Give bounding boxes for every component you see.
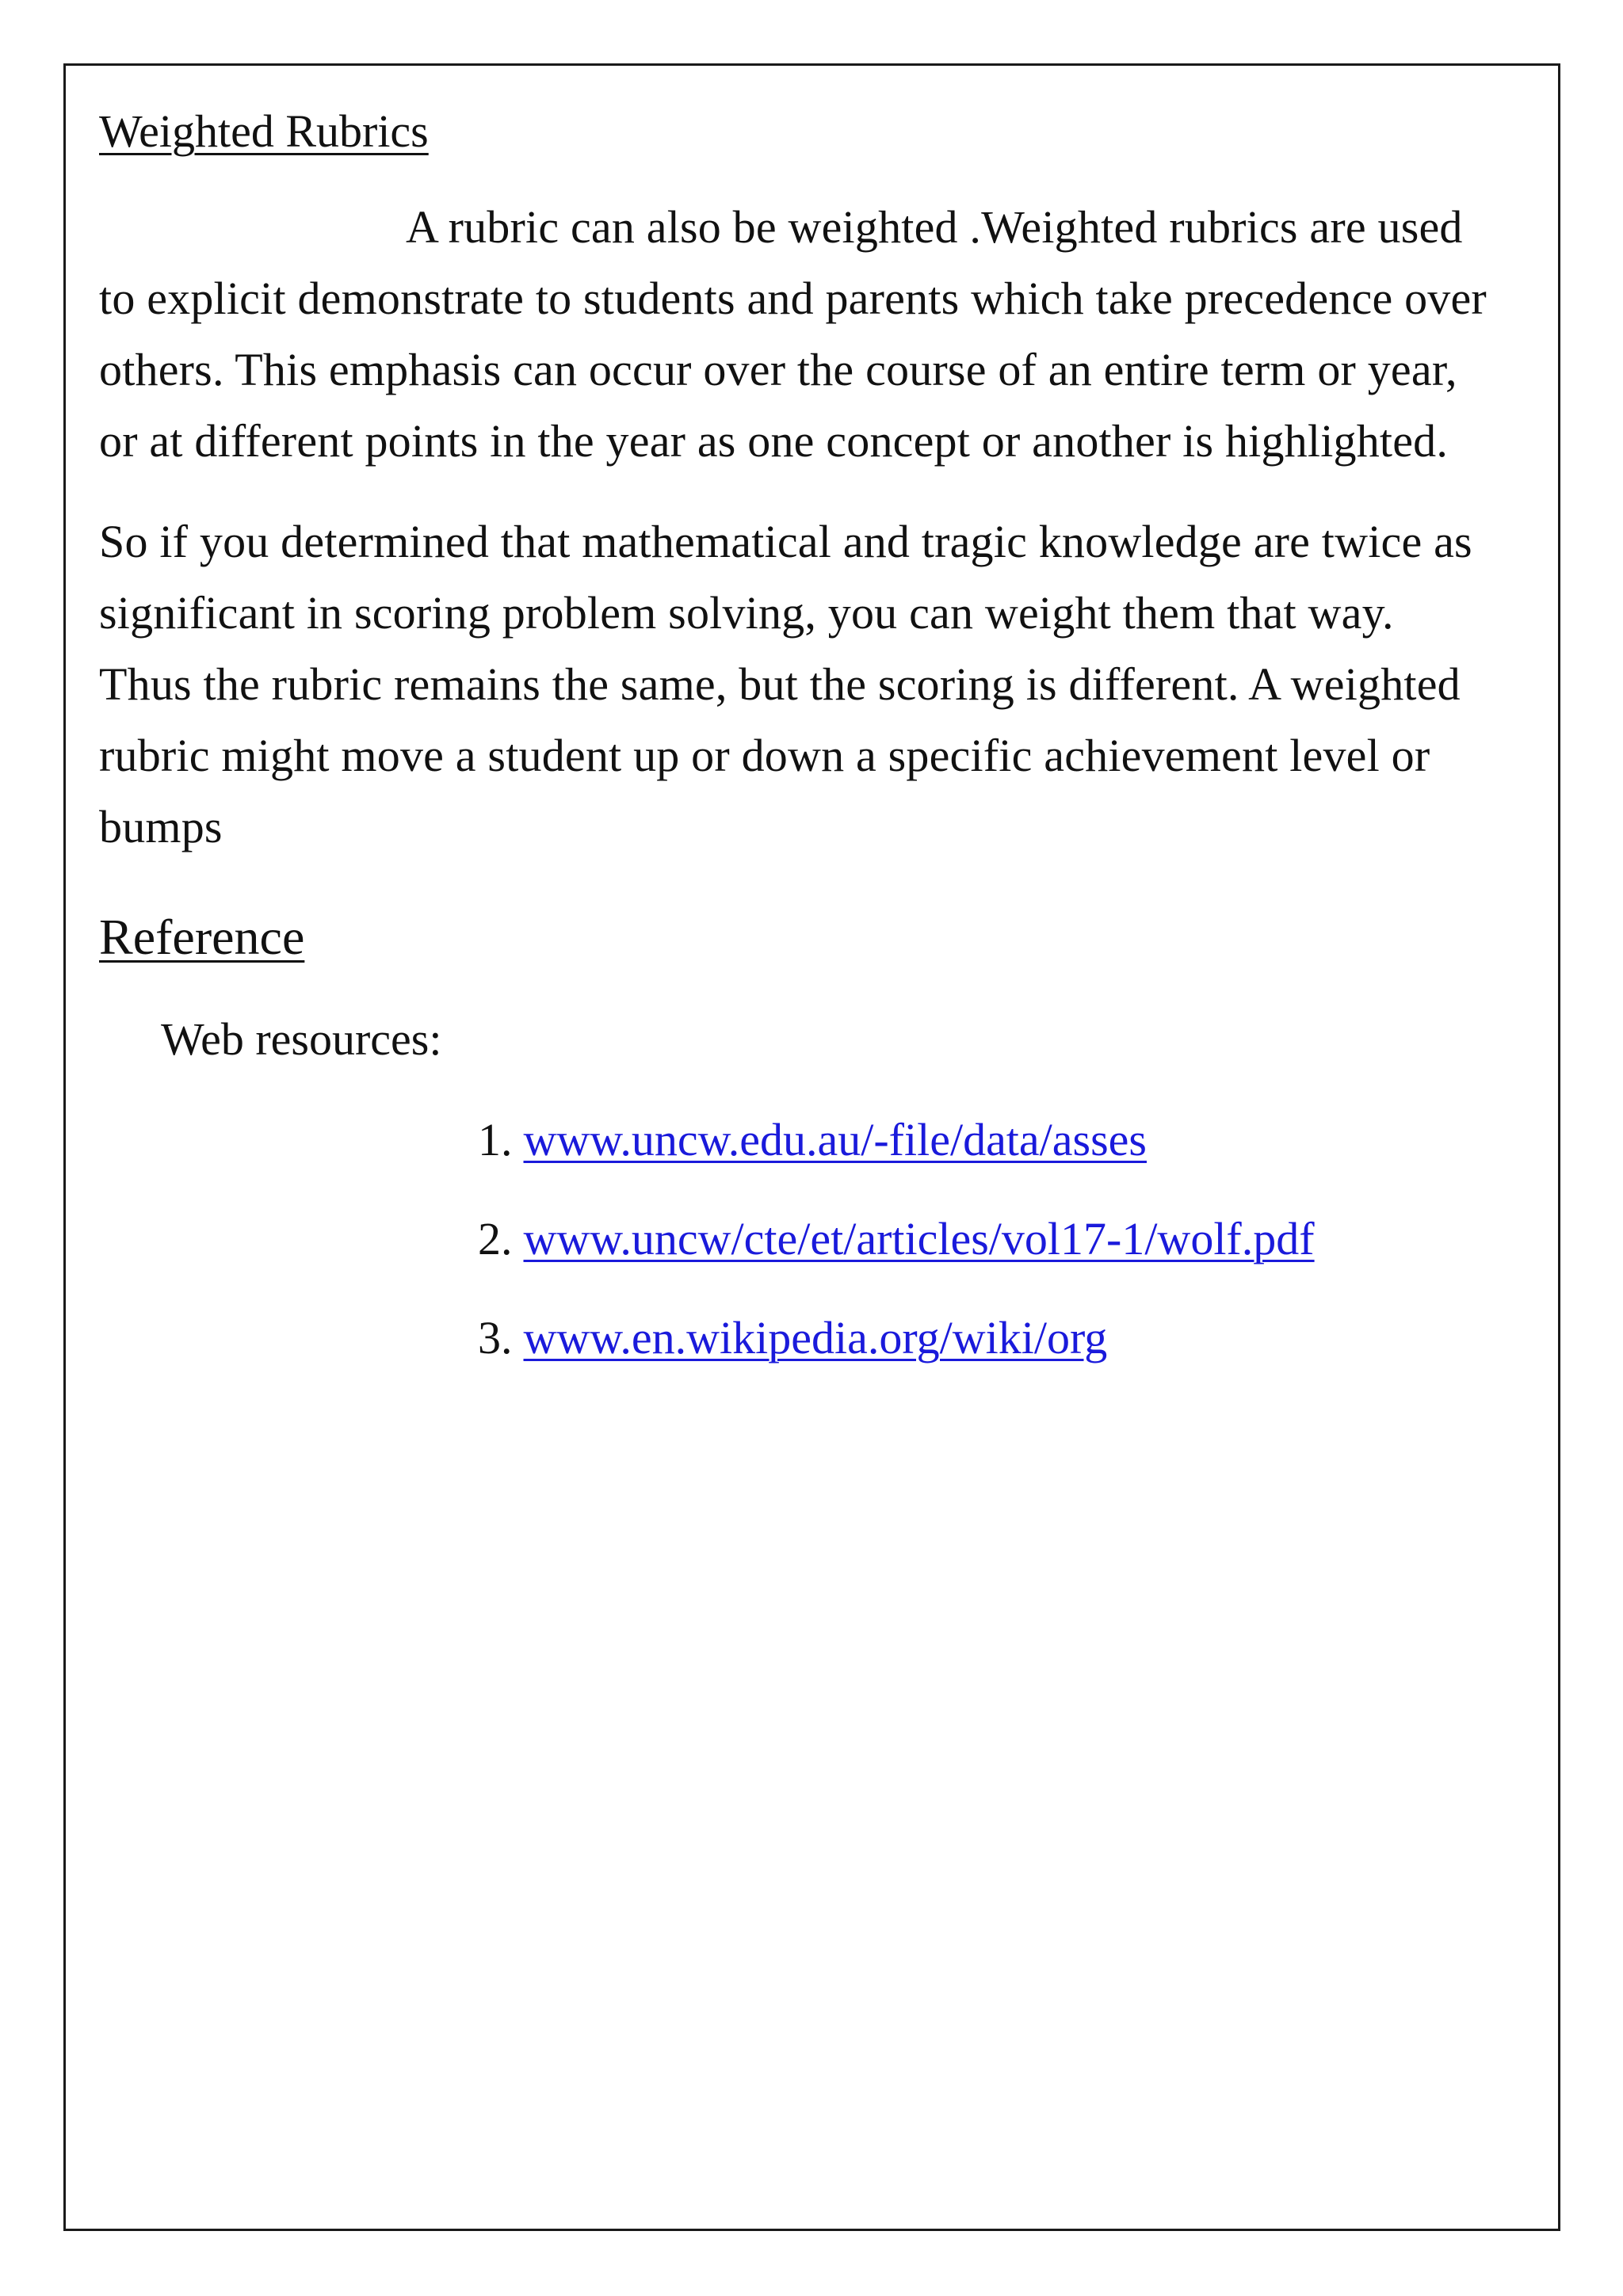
- paragraph1-line-1: A rubric can also be weighted .Weighted rubrics are used: [406, 201, 1463, 253]
- reference-number: 3.: [478, 1312, 513, 1363]
- reference-link[interactable]: www.uncw.edu.au/-file/data/asses: [523, 1114, 1147, 1165]
- paragraph2-line-5: bumps: [99, 801, 223, 852]
- reference-item-2: [478, 1212, 1315, 1265]
- reference-link[interactable]: www.en.wikipedia.org/wiki/org: [523, 1312, 1108, 1363]
- reference-heading-text: Reference: [99, 909, 305, 965]
- reference-item-1: [478, 1113, 1147, 1166]
- section-heading-weighted-rubrics: Weighted Rubrics: [99, 105, 429, 157]
- reference-heading-underline-trail: [304, 908, 374, 967]
- reference-link[interactable]: www.uncw/cte/et/articles/vol17-1/wolf.pdf: [523, 1213, 1315, 1264]
- paragraph1-line-4: or at different points in the year as one concept or another is highlighted.: [99, 415, 1449, 467]
- paragraph2-line-4: rubric might move a student up or down a specific achievement level or: [99, 730, 1430, 781]
- paragraph1-line-2: to explicit demonstrate to students and parents which take precedence over: [99, 273, 1487, 324]
- section-heading-reference: [99, 908, 374, 967]
- paragraph1-line-3: others. This emphasis can occur over the course of an entire term or year,: [99, 344, 1457, 395]
- reference-number: 1.: [478, 1114, 513, 1165]
- paragraph2-line-2: significant in scoring problem solving, you can weight them that way.: [99, 587, 1394, 639]
- reference-item-3: [478, 1311, 1107, 1364]
- reference-number: 2.: [478, 1213, 513, 1264]
- paragraph2-line-1: So if you determined that mathematical and tragic knowledge are twice as: [99, 516, 1472, 567]
- paragraph2-line-3: Thus the rubric remains the same, but the scoring is different. A weighted: [99, 658, 1461, 710]
- web-resources-label: Web resources:: [161, 1013, 442, 1065]
